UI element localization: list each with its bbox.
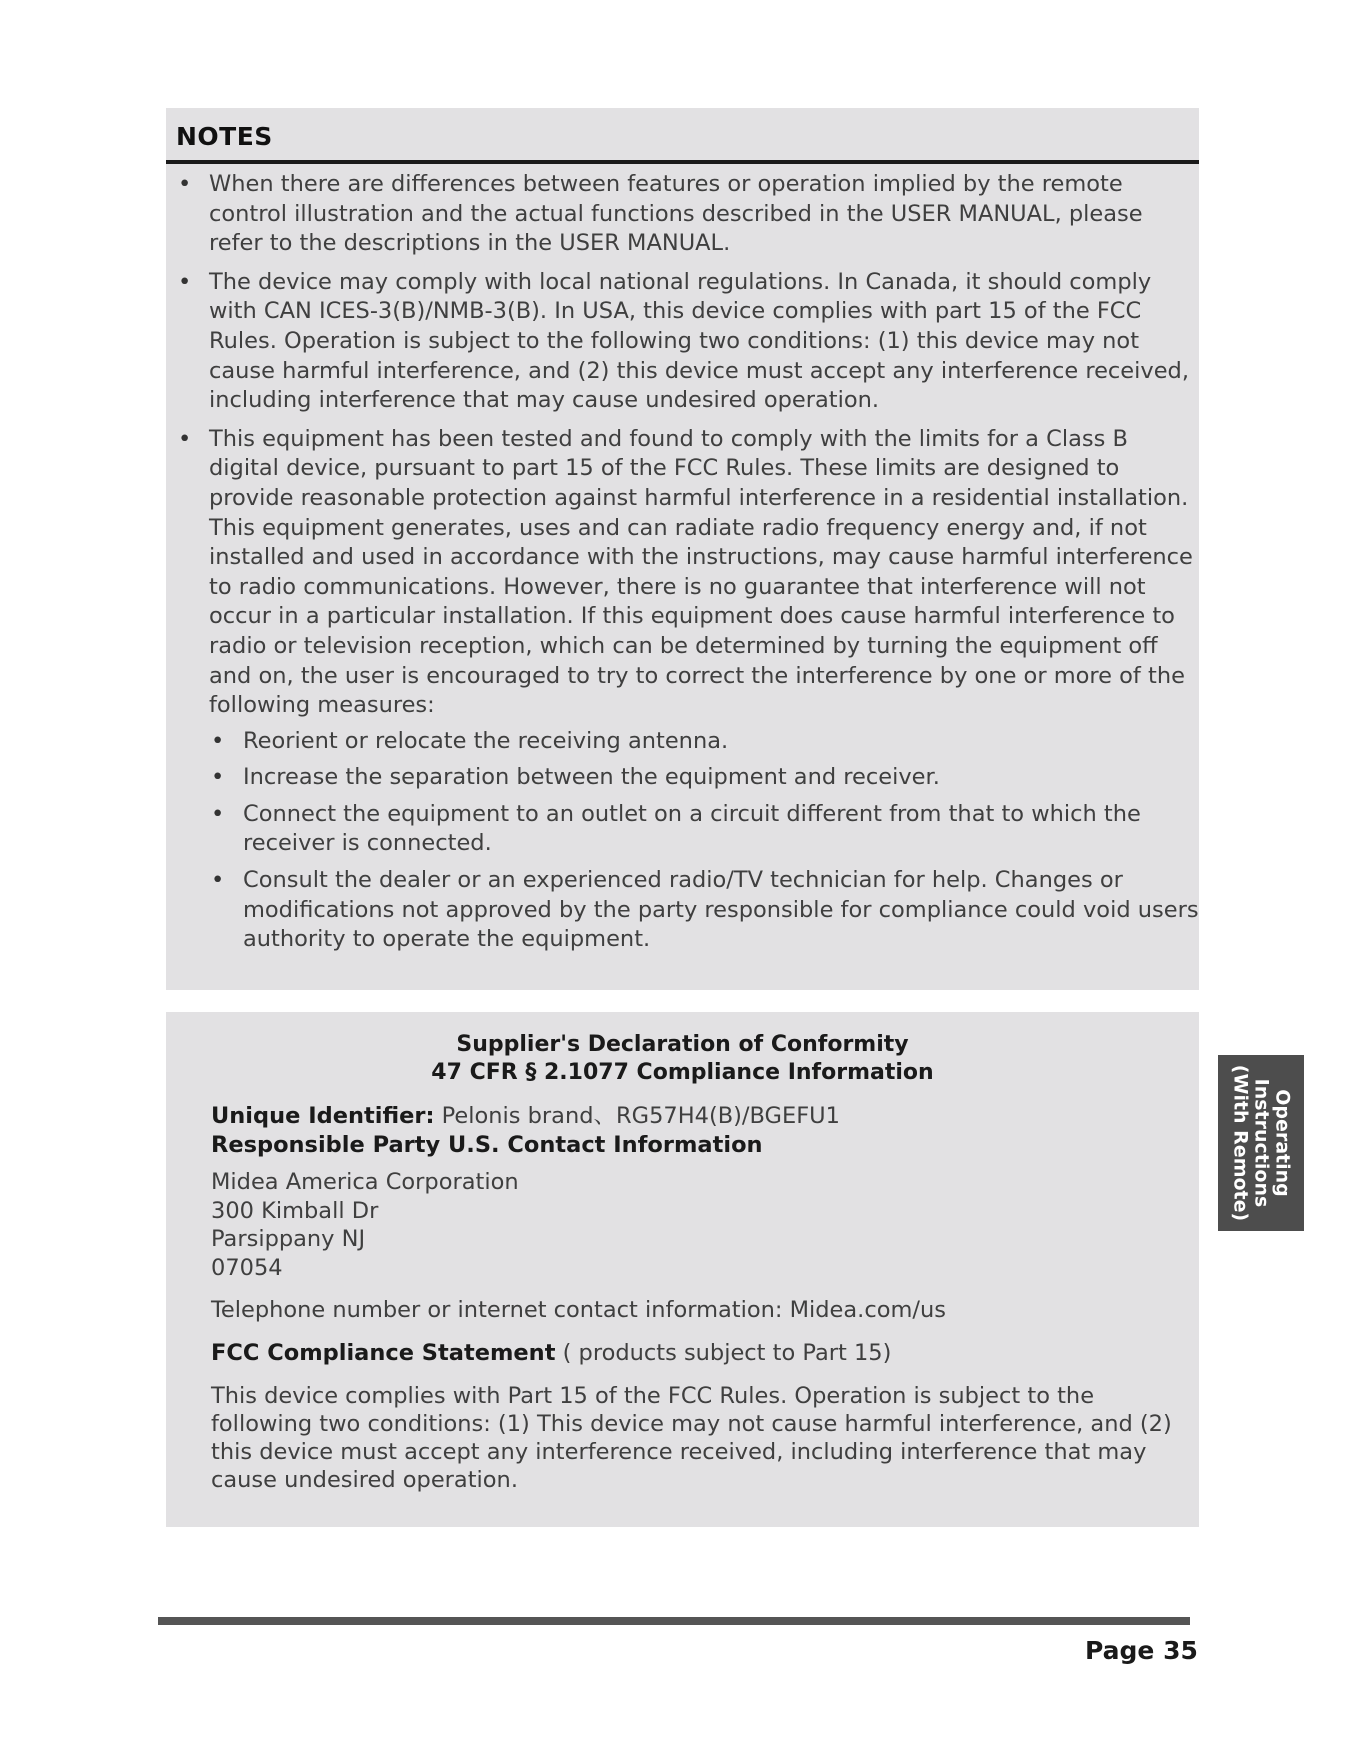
contact-info: Telephone number or internet contact information: Midea.com/us [211, 1297, 946, 1323]
section-tab-line: (With Remote) [1229, 1064, 1252, 1222]
address-line: Parsippany NJ [211, 1226, 366, 1252]
bullet-icon: • [178, 268, 192, 295]
notes-list [166, 170, 1199, 964]
measures-list [209, 727, 1199, 955]
measure-item: • Reorient or relocate the receiving antenna. [209, 727, 1199, 757]
unique-identifier: Unique Identifier: Pelonis brand、RG57H4(B)/BGEFU1 [211, 1103, 840, 1129]
note-item: • This equipment has been tested and found to comply with the limits for a Class B digital device, pursuant to part 15 of the FCC Rules. These limits are designed to provide reasonable protection against harmful interference in a residential installation. This equipment generates, uses and can radiate radio frequency energy and, if not installed and used in accordance with the instructions, may cause harmful interference to radio communications. However, there is no guarantee that interference will not occur in a particular installation. If this equipment does cause harmful interference to radio or television reception, which can be determined by turning the equipment off and on, the user is encouraged to try to correct the interference by one or more of the following measures: • Reorient or relocate the receiving antenna. • Increase the separation between the equipment and receiver. • Connect the equipment to an outlet on a circuit different from that to which the receiver is connected. • Consult the dealer or an experienced radio/TV technician for help. Changes or modifications not approved by the party responsible for compliance could void users authority to operate the equipment. [166, 425, 1199, 955]
notes-title: NOTES [176, 122, 273, 151]
notes-panel [166, 108, 1199, 990]
note-item: • When there are differences between features or operation implied by the remote control illustration and the actual functions described in the USER MANUAL, please refer to the descriptions in the USER MANUAL. [178, 171, 1143, 257]
fcc-heading: FCC Compliance Statement ( products subject to Part 15) [211, 1340, 892, 1366]
declaration-title: Supplier's Declaration of Conformity [456, 1032, 909, 1057]
footer-divider [158, 1617, 1190, 1625]
declaration-subtitle: 47 CFR § 2.1077 Compliance Information [431, 1060, 934, 1085]
address-line: Midea America Corporation [211, 1169, 519, 1195]
bullet-icon: • [211, 764, 225, 791]
fcc-statement: This device complies with Part 15 of the FCC Rules. Operation is subject to the following two conditions: (1) This device may not cause harmful interference, and (2) this device must accept any interference received, including interference that may cause undesired operation. [211, 1383, 1172, 1493]
address-line: 07054 [211, 1254, 283, 1281]
measure-item: • Increase the separation between the equipment and receiver. [209, 763, 1199, 793]
page-number: Page 35 [1085, 1636, 1198, 1665]
declaration-body [211, 1102, 1181, 1494]
bullet-icon: • [211, 800, 225, 827]
note-item: • The device may comply with local national regulations. In Canada, it should comply with CAN ICES-3(B)/NMB-3(B). In USA, this device complies with part 15 of the FCC Rules. Operation is subject to the following two conditions: (1) this device may not cause harmful interference, and (2) this device must accept any interference received, including interference that may cause undesired operation. [178, 268, 1189, 414]
declaration-panel [166, 1012, 1199, 1527]
bullet-icon: • [211, 727, 225, 754]
measure-item: • Consult the dealer or an experienced radio/TV technician for help. Changes or modifications not approved by the party responsible for compliance could void users authority to operate the equipment. [211, 867, 1199, 953]
section-tab-line: Operating [1271, 1089, 1294, 1197]
notes-divider [166, 160, 1199, 164]
bullet-icon: • [178, 425, 192, 452]
bullet-icon: • [178, 171, 192, 197]
section-tab-line: Instructions [1250, 1078, 1273, 1208]
bullet-icon: • [211, 867, 225, 894]
address-line: 300 Kimball Dr [211, 1197, 379, 1224]
measure-item: • Connect the equipment to an outlet on a circuit different from that to which the receiver is connected. [211, 800, 1141, 857]
address-block [211, 1168, 1181, 1282]
section-tab [1218, 1055, 1304, 1231]
responsible-party-heading: Responsible Party U.S. Contact Information [211, 1132, 763, 1158]
